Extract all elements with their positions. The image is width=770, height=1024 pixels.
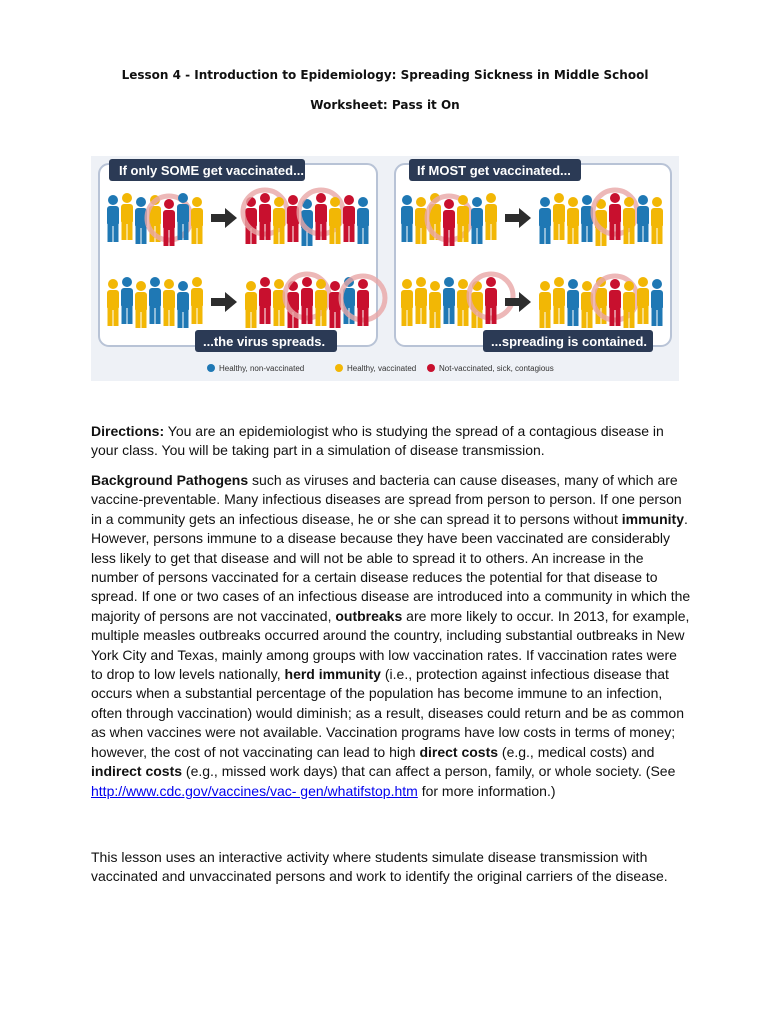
- vaccination-infographic: [91, 156, 679, 381]
- directions-text: You are an epidemiologist who is studying the spread of a contagious disease in your class. You will be taking part in a simulation of disease transmission.: [91, 423, 664, 459]
- term-herd-immunity: herd immunity: [284, 666, 381, 683]
- term-indirect-costs: indirect costs: [91, 763, 183, 780]
- directions-paragraph: [91, 422, 691, 461]
- background-text-3: are more likely to occur. In 2013, for example, multiple measles outbreaks occurred around the country, including substantial outbreaks in New York City and Texas, mainly among groups with low vaccination rates. If vaccination rates were to drop to low levels nationally,: [91, 607, 690, 683]
- directions-label: Directions:: [91, 423, 165, 439]
- left-banner: If only SOME get vaccinated...: [119, 163, 304, 178]
- legend-vaccinated: Healthy, vaccinated: [347, 364, 417, 373]
- background-text-1: such as viruses and bacteria can cause diseases, many of which are vaccine-preventable. Many infectious diseases are spread from person to person. If one person in a community gets an infectious disease, he or she can spread it to persons without: [91, 472, 682, 527]
- left-caption: ...the virus spreads.: [203, 334, 326, 349]
- lesson-title: Lesson 4 - Introduction to Epidemiology: Spreading Sickness in Middle School: [121, 68, 649, 82]
- legend-vaccinated-icon: [335, 364, 343, 372]
- term-outbreaks: outbreaks: [335, 607, 403, 624]
- legend-sick-icon: [427, 364, 435, 372]
- left-panel: [99, 164, 377, 346]
- term-direct-costs: direct costs: [419, 743, 499, 760]
- legend: [207, 364, 554, 373]
- legend-non-vaccinated: Healthy, non-vaccinated: [219, 364, 305, 373]
- lesson-text: This lesson uses an interactive activity where students simulate disease transmission with vaccinated and unvaccinated persons and work to identify the original carriers of the disease.: [91, 849, 668, 885]
- background-text-4: (i.e., protection against infectious disease that occurs when a substantial percentage of the population has become immune to an infection, often through vaccination) would diminish; as a result, diseases could return and be as common as when vaccines were not available. Vaccination programs have low costs in terms of money; however, the cost of not vaccinating can lead to high: [91, 666, 684, 760]
- background-text-5: (e.g., medical costs) and: [498, 743, 655, 760]
- term-immunity: immunity: [621, 510, 684, 527]
- legend-sick: Not-vaccinated, sick, contagious: [439, 364, 554, 373]
- right-caption: ...spreading is contained.: [491, 334, 648, 349]
- worksheet-title: Worksheet: Pass it On: [310, 98, 460, 112]
- cdc-link[interactable]: http://www.cdc.gov/vaccines/vac- gen/whatifstop.htm: [91, 782, 418, 799]
- background-paragraph: [91, 471, 691, 801]
- lesson-paragraph: [91, 848, 691, 887]
- background-text-7: for more information.): [417, 782, 556, 799]
- right-banner: If MOST get vaccinated...: [417, 163, 571, 178]
- legend-non-vaccinated-icon: [207, 364, 215, 372]
- background-text-6: (e.g., missed work days) that can affect a person, family, or whole society. (See: [182, 763, 676, 780]
- background-text-2: . However, persons immune to a disease because they have been vaccinated are considerably less likely to get that disease and will not be able to spread it to others. An increase in the number of persons vaccinated for a certain disease reduces the potential for that disease to spread. If one or two cases of an infectious disease are introduced into a community in which the majority of persons are not vaccinated,: [91, 510, 691, 624]
- infographic-svg: [91, 156, 679, 381]
- background-label: Background Pathogens: [91, 472, 249, 488]
